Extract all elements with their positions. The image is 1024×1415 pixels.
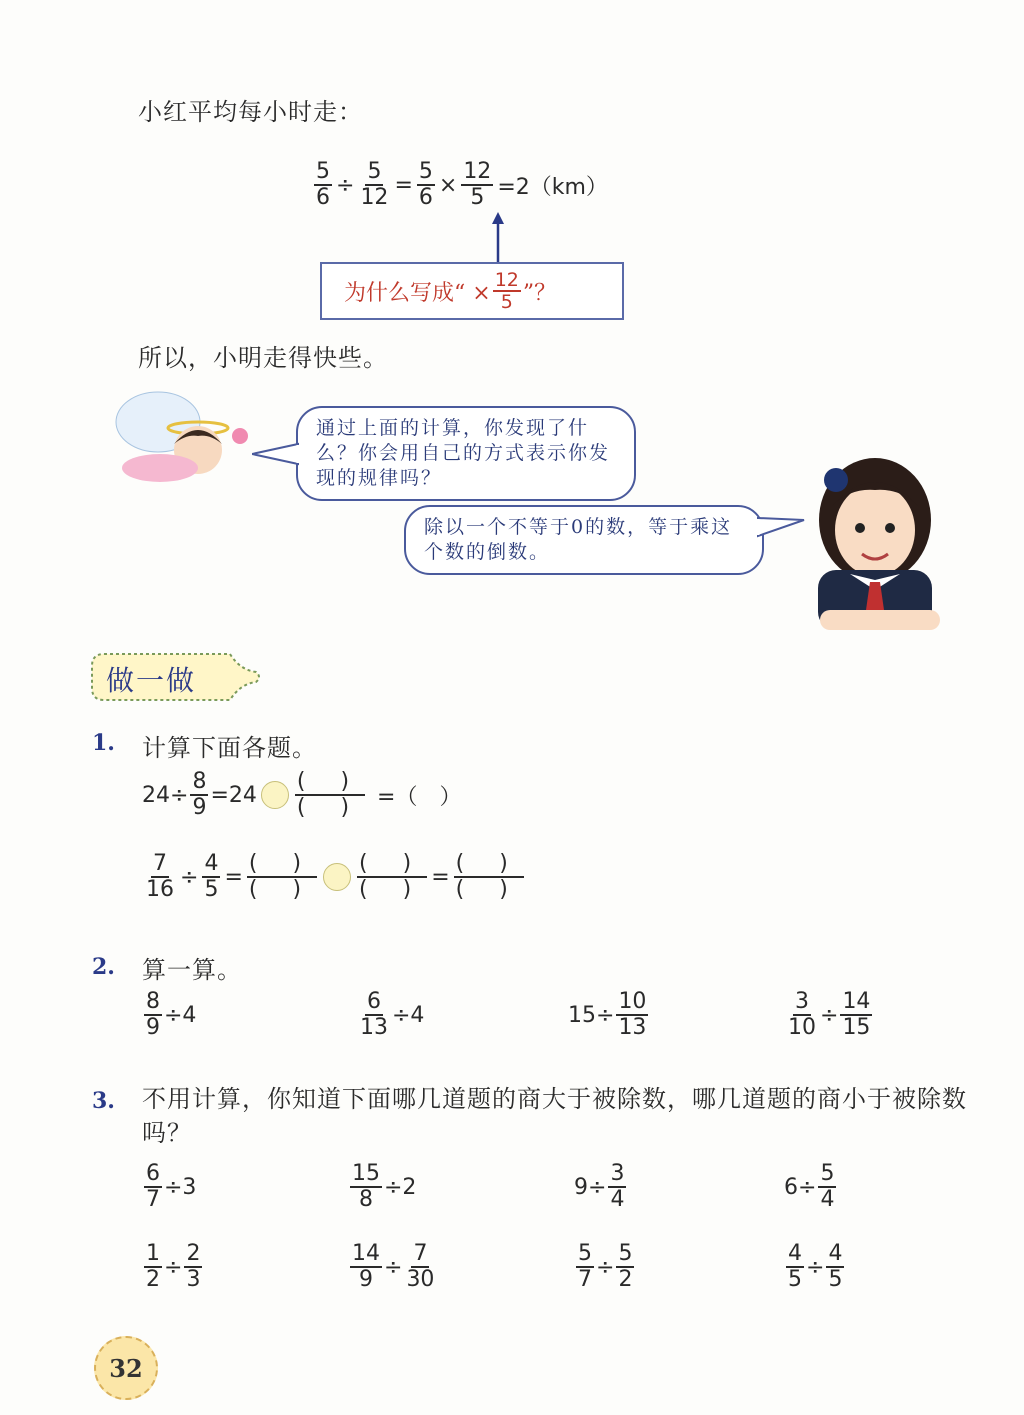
up-arrow-icon xyxy=(486,210,510,266)
exercise-item: $\frac{14}{9}$ ÷ $\frac{7}{30}$ xyxy=(352,1241,435,1292)
girl-illustration xyxy=(800,450,950,635)
question-number: 1. xyxy=(92,730,115,756)
section-title: 做一做 xyxy=(106,664,197,697)
question-title: 计算下面各题。 xyxy=(142,734,317,762)
exercise-item: $\frac{4}{5}$ ÷ $\frac{4}{5}$ xyxy=(788,1241,843,1292)
exercise-item: $\frac{6}{7}$ ÷3 xyxy=(146,1161,197,1212)
answer-blank[interactable]: =（ ） xyxy=(377,784,462,810)
answer-blank-fraction[interactable]: $\frac{( )}{( )}$ xyxy=(359,851,426,902)
question-box: 为什么写成“ × $\frac{12}{5}$ ”？ xyxy=(320,262,624,320)
fraction: $\frac{10}{13}$ xyxy=(618,989,647,1040)
fraction: $\frac{5}{6}$ xyxy=(316,159,330,210)
fraction: $\frac{6}{13}$ xyxy=(360,989,388,1040)
fraction: $\frac{12}{5}$ xyxy=(494,269,519,313)
speech-bubble-angel: 通过上面的计算，你发现了什么？你会用自己的方式表示你发现的规律吗？ xyxy=(296,406,636,501)
operator-blank-circle[interactable] xyxy=(323,863,351,891)
fraction: $\frac{7}{16}$ xyxy=(146,851,174,902)
fraction: $\frac{2}{3}$ xyxy=(186,1241,201,1292)
fraction: $\frac{4}{5}$ xyxy=(828,1241,843,1292)
exercise-item: 6÷ $\frac{5}{4}$ xyxy=(784,1161,835,1212)
fraction: $\frac{3}{4}$ xyxy=(610,1161,625,1212)
fraction: $\frac{1}{2}$ xyxy=(146,1241,160,1292)
fraction: $\frac{12}{5}$ xyxy=(463,159,492,210)
fraction: $\frac{8}{9}$ xyxy=(146,989,160,1040)
bubble-tail xyxy=(756,512,806,542)
fraction: $\frac{5}{4}$ xyxy=(820,1161,835,1212)
fraction: $\frac{5}{12}$ xyxy=(360,159,389,210)
answer-blank-fraction[interactable]: $\frac{( )}{( )}$ xyxy=(296,769,364,820)
exercise-line-2: $\frac{7}{16}$ ÷ $\frac{4}{5}$ = $\frac{( )}{( )}$ $\frac{( )}{( )}$ = $\frac{( )}{( )}$ xyxy=(146,851,522,902)
exercise-item: $\frac{3}{10}$ ÷ $\frac{14}{15}$ xyxy=(788,989,871,1040)
fraction: $\frac{6}{7}$ xyxy=(146,1161,160,1212)
question-title: 算一算。 xyxy=(142,956,242,984)
fraction: $\frac{5}{2}$ xyxy=(618,1241,633,1292)
operator-blank-circle[interactable] xyxy=(261,781,289,809)
fraction: $\frac{15}{8}$ xyxy=(352,1161,380,1212)
angel-illustration xyxy=(100,380,260,490)
page-number: 32 xyxy=(94,1336,158,1400)
exercise-item: $\frac{5}{7}$ ÷ $\frac{5}{2}$ xyxy=(578,1241,633,1292)
fraction: $\frac{4}{5}$ xyxy=(788,1241,802,1292)
fraction: $\frac{5}{6}$ xyxy=(418,159,433,210)
exercise-item: $\frac{8}{9}$ ÷4 xyxy=(146,989,197,1040)
exercise-line-1: 24÷ $\frac{8}{9}$ =24 $\frac{( )}{( )}$ =（ ） xyxy=(142,769,462,820)
exercise-item: $\frac{6}{13}$ ÷4 xyxy=(360,989,425,1040)
fraction: $\frac{4}{5}$ xyxy=(204,851,219,902)
fraction: $\frac{5}{7}$ xyxy=(578,1241,592,1292)
exercise-item: $\frac{15}{8}$ ÷2 xyxy=(352,1161,417,1212)
conclusion-text: 所以，小明走得快些。 xyxy=(138,344,388,372)
question-title: 不用计算，你知道下面哪几道题的商大于被除数，哪几道题的商小于被除数吗？ xyxy=(142,1085,967,1147)
fraction: $\frac{3}{10}$ xyxy=(788,989,816,1040)
fraction: $\frac{14}{9}$ xyxy=(352,1241,380,1292)
speech-bubble-girl: 除以一个不等于0的数，等于乘这个数的倒数。 xyxy=(404,505,764,575)
equation-result: =2（km） xyxy=(497,174,608,200)
fraction: $\frac{7}{30}$ xyxy=(406,1241,435,1292)
bubble-tail xyxy=(252,440,300,470)
fraction: $\frac{8}{9}$ xyxy=(192,769,207,820)
question-number: 3. xyxy=(92,1088,115,1114)
exercise-item: 15÷ $\frac{10}{13}$ xyxy=(568,989,647,1040)
exercise-item: 9÷ $\frac{3}{4}$ xyxy=(574,1161,625,1212)
fraction: $\frac{14}{15}$ xyxy=(842,989,871,1040)
main-equation: $\frac{5}{6}$ ÷ $\frac{5}{12}$ = $\frac{5}{6}$ × $\frac{12}{5}$ =2（km） xyxy=(316,159,608,210)
answer-blank-fraction[interactable]: $\frac{( )}{( )}$ xyxy=(455,851,522,902)
exercise-item: $\frac{1}{2}$ ÷ $\frac{2}{3}$ xyxy=(146,1241,201,1292)
section-title-badge xyxy=(90,650,262,704)
question-number: 2. xyxy=(92,954,115,980)
answer-blank-fraction[interactable]: $\frac{( )}{( )}$ xyxy=(248,851,316,902)
intro-line: 小红平均每小时走： xyxy=(138,98,363,126)
